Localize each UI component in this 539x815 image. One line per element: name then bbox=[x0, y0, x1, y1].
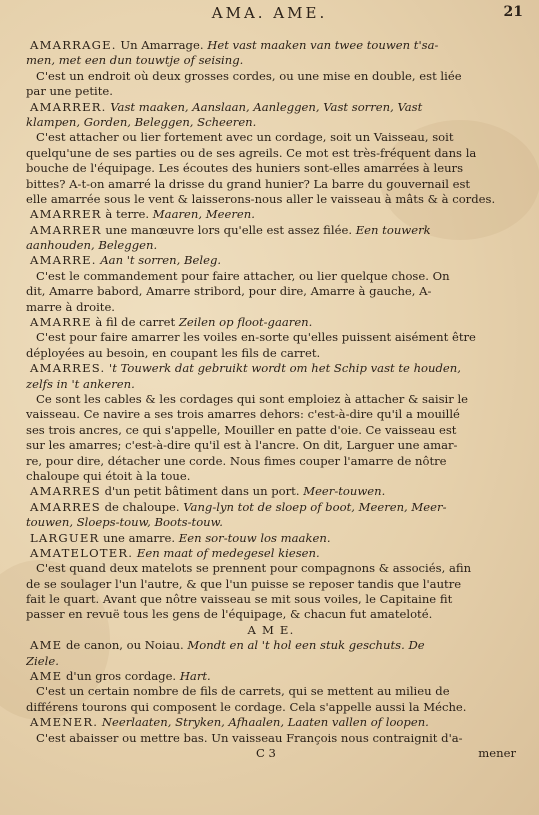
text-line bbox=[26, 377, 516, 392]
text-line bbox=[26, 423, 516, 438]
signature-line bbox=[26, 746, 516, 761]
text-line bbox=[26, 238, 516, 253]
text-line bbox=[26, 269, 516, 284]
dutch-translation: Een maat of medegesel kiesen. bbox=[136, 545, 320, 560]
section-heading bbox=[26, 623, 516, 638]
dutch-translation: Zeilen op floot-gaaren. bbox=[178, 315, 313, 330]
text-line bbox=[26, 515, 516, 530]
dutch-translation: Meer-touwen. bbox=[303, 484, 386, 499]
french-text: chaloupe qui étoit à la toue. bbox=[26, 468, 191, 483]
dutch-translation: Aan 't sorren, Beleg. bbox=[100, 253, 222, 268]
text-line bbox=[26, 284, 516, 299]
french-text: fait le quart. Avant que nôtre vaisseau se mit sous voiles, le Capitaine fit bbox=[26, 592, 453, 607]
text-line bbox=[26, 731, 516, 746]
french-text: passer en revuë tous les gens de l'équipage, & chacun fut amateloté. bbox=[26, 607, 433, 622]
french-text: à fil de carret bbox=[91, 315, 179, 330]
dutch-translation: Een touwerk bbox=[355, 222, 431, 237]
text-line bbox=[26, 654, 516, 669]
french-text: marre à droite. bbox=[26, 299, 115, 314]
text-line bbox=[26, 330, 516, 345]
french-text: une amarre. bbox=[99, 530, 179, 545]
headword: AMARRE bbox=[30, 315, 92, 330]
entry-line bbox=[26, 223, 516, 238]
french-text: re, pour dire, détacher une corde. Nous fimes couper l'amarre de nôtre bbox=[26, 453, 447, 468]
headword: AME bbox=[30, 669, 63, 684]
dictionary-body bbox=[26, 38, 516, 761]
dutch-translation: Mondt en al 't hol een stuk geschuts. De bbox=[187, 638, 425, 653]
text-line bbox=[26, 607, 516, 622]
french-text: elle amarrée sous le vent & laisserons-nous aller le vaisseau à mâts & à cordes. bbox=[26, 191, 496, 206]
french-text: à terre. bbox=[101, 207, 153, 222]
french-text: quelqu'une de ses parties ou de ses agreils. Ce mot est très-fréquent dans la bbox=[26, 145, 477, 160]
text-line bbox=[26, 577, 516, 592]
dutch-translation: Een sor-touw los maaken. bbox=[178, 530, 331, 545]
french-text: C'est pour faire amarrer les voiles en-sorte qu'elles puissent aisément être bbox=[36, 330, 476, 345]
page-number: 21 bbox=[503, 4, 523, 20]
text-line bbox=[26, 161, 516, 176]
french-text: sur les amarres; c'est-à-dire qu'il est à l'ancre. On dit, Larguer une amar- bbox=[26, 438, 458, 453]
text-line bbox=[26, 454, 516, 469]
text-line bbox=[26, 69, 516, 84]
dutch-translation: Hart. bbox=[179, 669, 211, 684]
text-line bbox=[26, 592, 516, 607]
dutch-translation: Ziele. bbox=[26, 653, 59, 668]
french-text: C'est abaisser ou mettre bas. Un vaisseau François nous contraignit d'a- bbox=[36, 730, 463, 745]
headword: LARGUER bbox=[30, 530, 100, 545]
dutch-translation: men, met een dun touwtje of seising. bbox=[26, 53, 244, 68]
entry-line bbox=[26, 669, 516, 684]
french-text: vaisseau. Ce navire a ses trois amarres dehors: c'est-à-dire qu'il a mouillé bbox=[26, 407, 460, 422]
french-text: Un Amarrage. bbox=[116, 38, 208, 52]
section-title: A M E. bbox=[247, 622, 295, 637]
entry-line bbox=[26, 715, 516, 730]
running-head: AMA. AME. bbox=[211, 4, 328, 22]
entry-line bbox=[26, 100, 516, 115]
french-text: dit, Amarre babord, Amarre stribord, pour dire, Amarre à gauche, A- bbox=[26, 284, 432, 299]
text-line bbox=[26, 146, 516, 161]
dutch-translation: 't Touwerk dat gebruikt wordt om het Schip vast te houden, bbox=[109, 361, 461, 376]
entry-line bbox=[26, 546, 516, 561]
text-line bbox=[26, 392, 516, 407]
text-line bbox=[26, 346, 516, 361]
dutch-translation: Vast maaken, Aanslaan, Aanleggen, Vast sorren, Vast bbox=[110, 99, 423, 114]
entry-line bbox=[26, 361, 516, 376]
dutch-translation: aanhouden, Beleggen. bbox=[26, 238, 158, 253]
dutch-translation: Het vast maaken van twee touwen t'sa- bbox=[207, 38, 439, 52]
dutch-translation: Vang-lyn tot de sloep of boot, Meeren, Meer- bbox=[183, 499, 447, 514]
headword: AMARRER bbox=[30, 222, 102, 237]
french-text: C'est quand deux matelots se prennent pour compagnons & associés, afin bbox=[36, 561, 472, 576]
french-text: ses trois ancres, ce qui s'appelle, Mouiller en patte d'oie. Ce vaisseau est bbox=[26, 422, 457, 437]
text-line bbox=[26, 177, 516, 192]
dutch-translation: Neerlaaten, Stryken, Afhaalen, Laaten vallen of loopen. bbox=[101, 715, 429, 730]
text-line bbox=[26, 438, 516, 453]
french-text: bittes? A-t-on amarré la drisse du grand hunier? La barre du gouvernail est bbox=[26, 176, 471, 191]
french-text: d'un gros cordage. bbox=[62, 669, 180, 684]
headword: AMARRER. bbox=[30, 99, 107, 114]
page-header bbox=[0, 2, 539, 24]
dutch-translation: zelfs in 't ankeren. bbox=[26, 376, 135, 391]
french-text: une manœuvre lors qu'elle est assez filée. bbox=[101, 222, 356, 237]
headword: AMARRE. bbox=[30, 253, 97, 268]
headword: AMENER. bbox=[30, 715, 99, 730]
headword: AMARRER bbox=[30, 207, 102, 222]
dutch-translation: Maaren, Meeren. bbox=[152, 207, 255, 222]
headword: AMARRES. bbox=[30, 361, 106, 376]
signature-mark: C 3 bbox=[256, 745, 276, 760]
text-line bbox=[26, 84, 516, 99]
entry-line bbox=[26, 500, 516, 515]
text-line bbox=[26, 561, 516, 576]
text-line bbox=[26, 700, 516, 715]
headword: AMARRAGE. bbox=[30, 38, 117, 52]
french-text: de chaloupe. bbox=[100, 499, 184, 514]
french-text: C'est le commandement pour faire attacher, ou lier quelque chose. On bbox=[36, 268, 450, 283]
text-line bbox=[26, 53, 516, 68]
french-text: C'est un endroit où deux grosses cordes, ou une mise en double, est liée bbox=[36, 68, 462, 83]
text-line bbox=[26, 469, 516, 484]
headword: AME bbox=[30, 638, 63, 653]
entry-line bbox=[26, 207, 516, 222]
headword: AMATELOTER. bbox=[30, 545, 134, 560]
french-text: par une petite. bbox=[26, 84, 113, 99]
entry-line bbox=[26, 638, 516, 653]
entry-line bbox=[26, 484, 516, 499]
headword: AMARRES bbox=[30, 499, 101, 514]
entry-line bbox=[26, 531, 516, 546]
french-text: différens tourons qui composent le cordage. Cela s'appelle aussi la Méche. bbox=[26, 699, 467, 714]
entry-line bbox=[26, 38, 516, 53]
french-text: bouche de l'équipage. Les écoutes des huniers sont-elles amarrées à leurs bbox=[26, 161, 464, 176]
text-line bbox=[26, 300, 516, 315]
dutch-translation: touwen, Sloeps-touw, Boots-touw. bbox=[26, 515, 223, 530]
french-text: C'est un certain nombre de fils de carrets, qui se mettent au milieu de bbox=[36, 684, 450, 699]
catchword: mener bbox=[478, 745, 516, 760]
text-line bbox=[26, 130, 516, 145]
text-line bbox=[26, 115, 516, 130]
dutch-translation: klampen, Gorden, Beleggen, Scheeren. bbox=[26, 114, 257, 129]
french-text: Ce sont les cables & les cordages qui sont emploiez à attacher & saisir le bbox=[36, 391, 469, 406]
french-text: C'est attacher ou lier fortement avec un cordage, soit un Vaisseau, soit bbox=[36, 130, 454, 145]
text-line bbox=[26, 192, 516, 207]
french-text: d'un petit bâtiment dans un port. bbox=[100, 484, 304, 499]
text-line bbox=[26, 407, 516, 422]
entry-line bbox=[26, 315, 516, 330]
french-text: de se soulager l'un l'autre, & que l'un puisse se reposer tandis que l'autre bbox=[26, 576, 462, 591]
entry-line bbox=[26, 253, 516, 268]
headword: AMARRES bbox=[30, 484, 101, 499]
french-text: de canon, ou Noiau. bbox=[62, 638, 188, 653]
french-text: déployées au besoin, en coupant les fils de carret. bbox=[26, 345, 321, 360]
text-line bbox=[26, 684, 516, 699]
